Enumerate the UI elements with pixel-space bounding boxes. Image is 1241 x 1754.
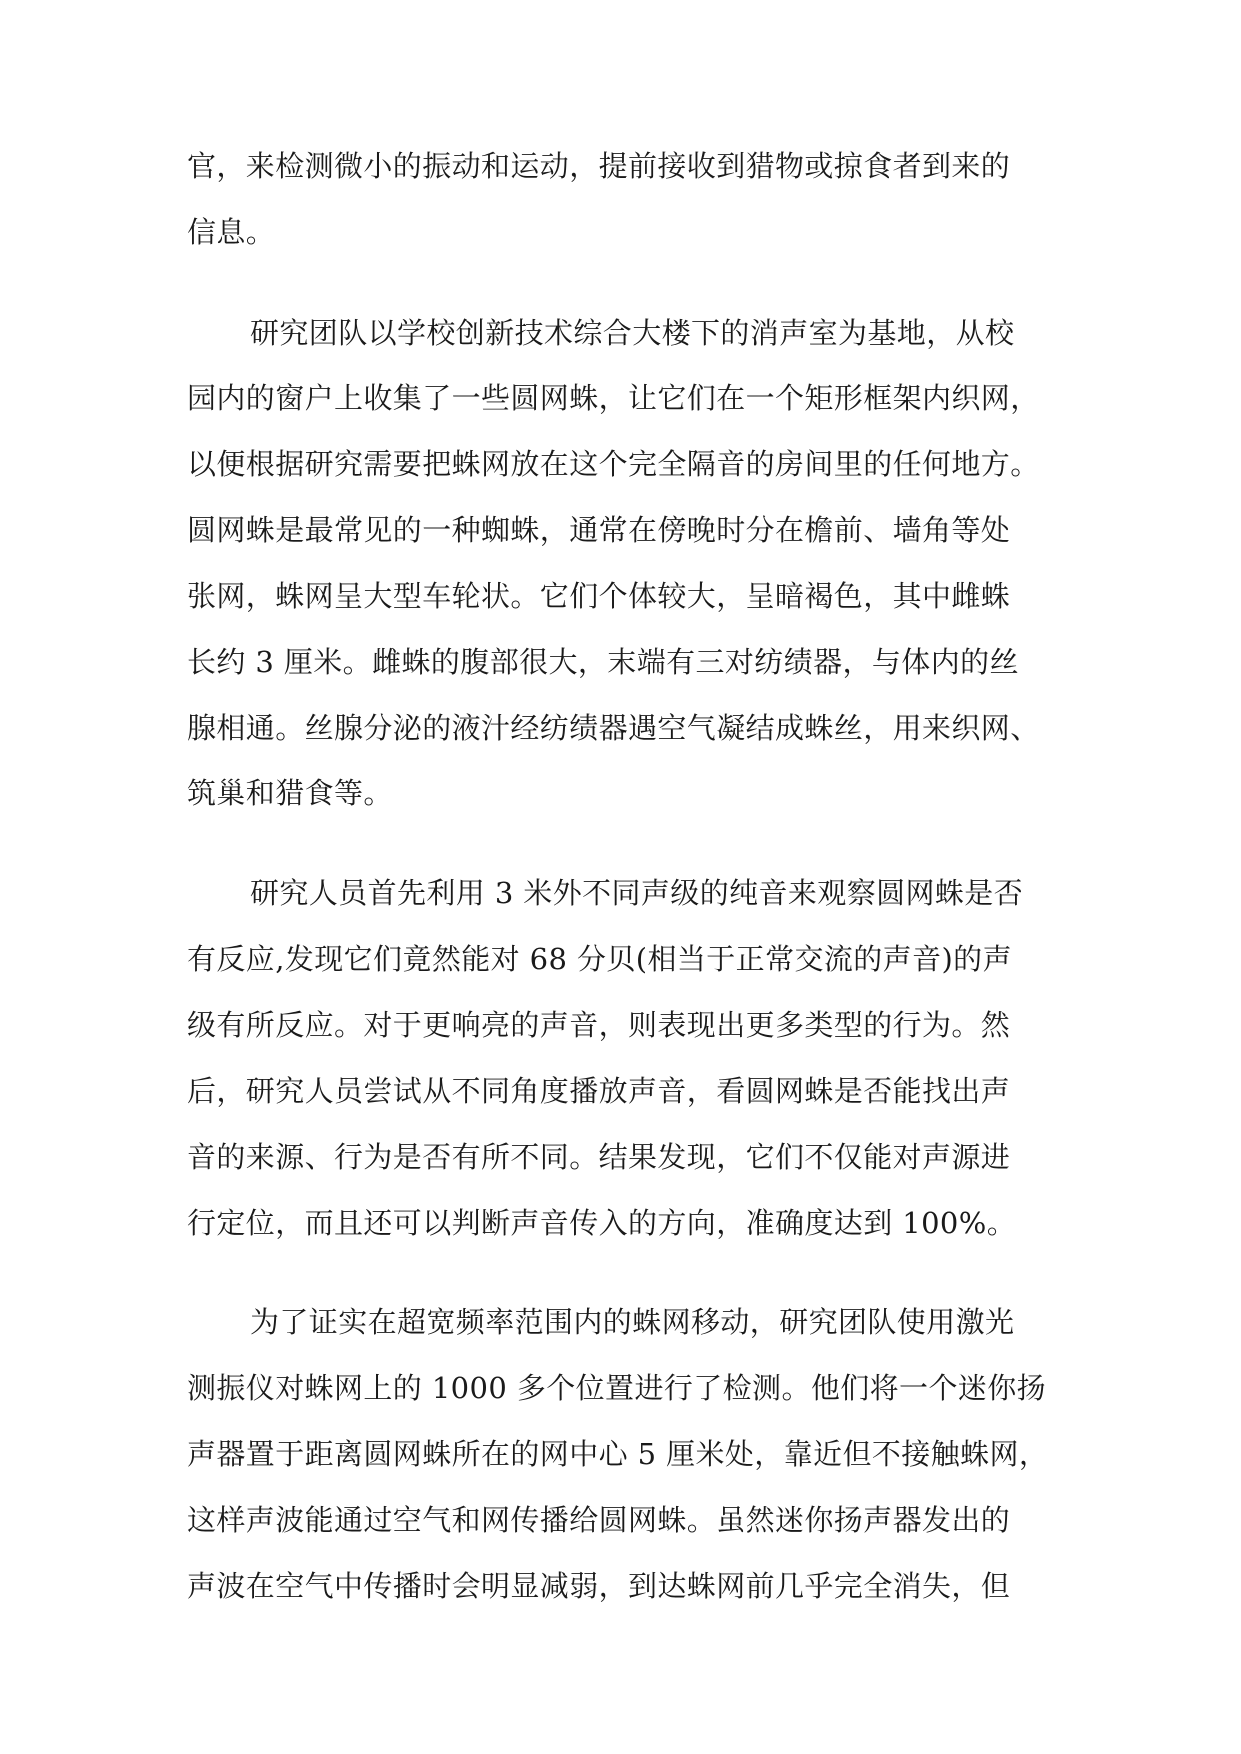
paragraph-4-line-3: 声器置于距离圆网蛛所在的网中心 5 厘米处，靠近但不接触蛛网， xyxy=(187,1437,1049,1471)
paragraph-2-line-8: 筑巢和猎食等。 xyxy=(187,776,393,810)
paragraph-2-line-3: 以便根据研究需要把蛛网放在这个完全隔音的房间里的任何地方。 xyxy=(187,447,1040,481)
paragraph-3-line-3: 级有所反应。对于更响亮的声音，则表现出更多类型的行为。然 xyxy=(187,1008,1011,1042)
paragraph-4-line-2: 测振仪对蛛网上的 1000 多个位置进行了检测。他们将一个迷你扬 xyxy=(187,1371,1047,1405)
paragraph-2-line-7: 腺相通。丝腺分泌的液汁经纺绩器遇空气凝结成蛛丝，用来织网、 xyxy=(187,711,1040,745)
paragraph-4-line-5: 声波在空气中传播时会明显减弱，到达蛛网前几乎完全消失，但 xyxy=(187,1569,1011,1603)
paragraph-2-line-2: 园内的窗户上收集了一些圆网蛛，让它们在一个矩形框架内织网， xyxy=(187,381,1040,415)
paragraph-3-line-1: 研究人员首先利用 3 米外不同声级的纯音来观察圆网蛛是否 xyxy=(250,876,1024,910)
paragraph-3-line-4: 后，研究人员尝试从不同角度播放声音，看圆网蛛是否能找出声 xyxy=(187,1074,1011,1108)
paragraph-2-line-6: 长约 3 厘米。雌蛛的腹部很大，末端有三对纺绩器，与体内的丝 xyxy=(187,645,1019,679)
paragraph-2-line-5: 张网，蛛网呈大型车轮状。它们个体较大，呈暗褐色，其中雌蛛 xyxy=(187,579,1011,613)
paragraph-3-line-5: 音的来源、行为是否有所不同。结果发现，它们不仅能对声源进 xyxy=(187,1140,1011,1174)
paragraph-2-line-4: 圆网蛛是最常见的一种蜘蛛，通常在傍晚时分在檐前、墙角等处 xyxy=(187,513,1011,547)
paragraph-3-line-6: 行定位，而且还可以判断声音传入的方向，准确度达到 100%。 xyxy=(187,1206,1017,1240)
paragraph-4-line-1: 为了证实在超宽频率范围内的蛛网移动，研究团队使用激光 xyxy=(250,1305,1015,1339)
paragraph-3-line-2: 有反应,发现它们竟然能对 68 分贝(相当于正常交流的声音)的声 xyxy=(187,942,1012,976)
paragraph-2-line-1: 研究团队以学校创新技术综合大楼下的消声室为基地，从校 xyxy=(250,316,1015,350)
paragraph-1-line-2: 信息。 xyxy=(187,215,276,249)
paragraph-4-line-4: 这样声波能通过空气和网传播给圆网蛛。虽然迷你扬声器发出的 xyxy=(187,1503,1011,1537)
paragraph-1-line-1: 官，来检测微小的振动和运动，提前接收到猎物或掠食者到来的 xyxy=(187,149,1011,183)
